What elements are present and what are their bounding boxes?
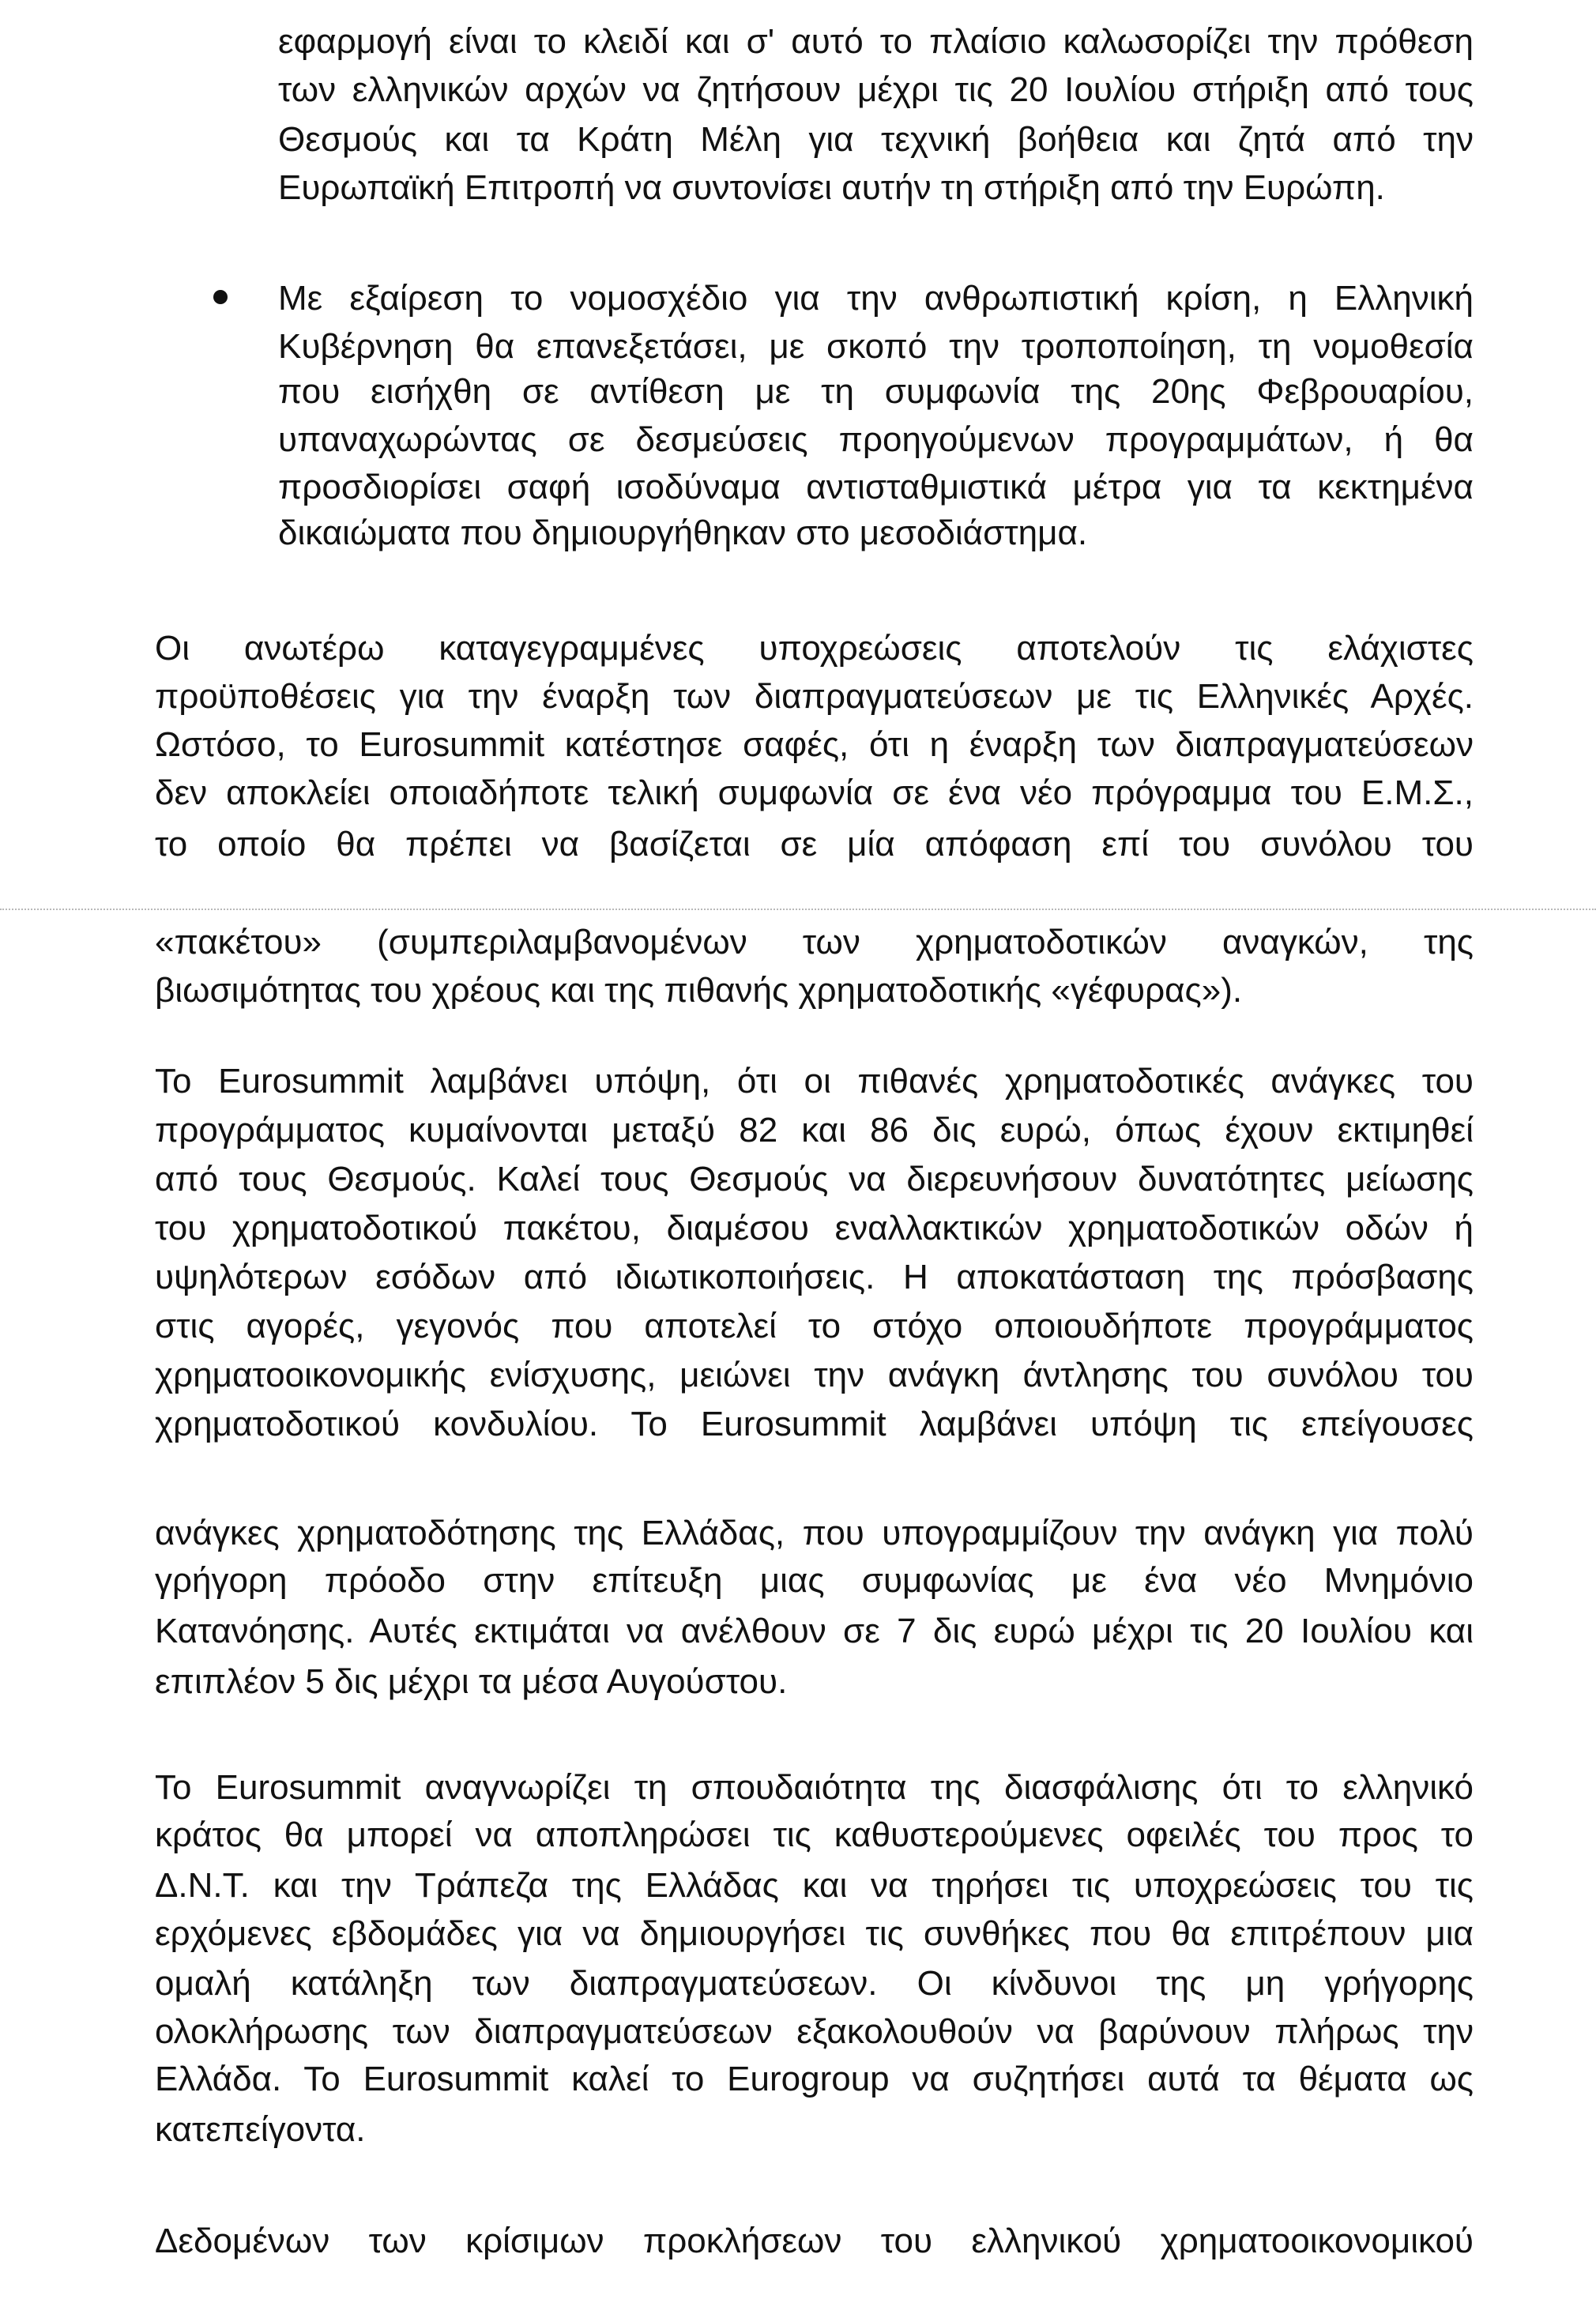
- text-line: Θεσμούς και τα Κράτη Μέλη για τεχνική βοήθεια και ζητά από την: [278, 120, 1474, 159]
- text-line: Με εξαίρεση το νομοσχέδιο για την ανθρωπιστική κρίση, η Ελληνική: [278, 279, 1474, 318]
- text-line: «πακέτου» (συμπεριλαμβανομένων των χρηματοδοτικών αναγκών, της: [155, 923, 1474, 961]
- text-line: που εισήχθη σε αντίθεση με τη συμφωνία της 20ης Φεβρουαρίου,: [278, 372, 1474, 411]
- text-line: προγράμματος κυμαίνονται μεταξύ 82 και 86 δις ευρώ, όπως έχουν εκτιμηθεί: [155, 1111, 1474, 1149]
- text-line: Δ.Ν.Τ. και την Τράπεζα της Ελλάδας και να τηρήσει τις υποχρεώσεις του τις: [155, 1866, 1474, 1905]
- text-line: ομαλή κατάληξη των διαπραγματεύσεων. Οι κίνδυνοι της μη γρήγορης: [155, 1964, 1474, 2003]
- scan-artifact-line: [0, 909, 1596, 910]
- text-line: το οποίο θα πρέπει να βασίζεται σε μία απόφαση επί του συνόλου του: [155, 825, 1474, 864]
- text-line: Ωστόσο, το Eurosummit κατέστησε σαφές, ότι η έναρξη των διαπραγματεύσεων: [155, 725, 1474, 764]
- text-line: προσδιορίσει σαφή ισοδύναμα αντισταθμιστικά μέτρα για τα κεκτημένα: [278, 468, 1474, 506]
- text-line: χρηματοδοτικού κονδυλίου. Το Eurosummit λαμβάνει υπόψη τις επείγουσες: [155, 1405, 1474, 1443]
- text-line: προϋποθέσεις για την έναρξη των διαπραγματεύσεων με τις Ελληνικές Αρχές.: [155, 677, 1474, 716]
- text-line: Κατανόησης. Αυτές εκτιμάται να ανέλθουν σε 7 δις ευρώ μέχρι τις 20 Ιουλίου και: [155, 1612, 1474, 1650]
- text-line: Το Eurosummit αναγνωρίζει τη σπουδαιότητα της διασφάλισης ότι το ελληνικό: [155, 1768, 1474, 1807]
- text-line: ερχόμενες εβδομάδες για να δημιουργήσει τις συνθήκες που θα επιτρέπουν μια: [155, 1914, 1474, 1953]
- text-line: Ελλάδα. Το Eurosummit καλεί το Eurogroup να συζητήσει αυτά τα θέματα ως: [155, 2060, 1474, 2098]
- text-line: εφαρμογή είναι το κλειδί και σ' αυτό το πλαίσιο καλωσορίζει την πρόθεση: [278, 22, 1474, 61]
- text-line: Το Eurosummit λαμβάνει υπόψη, ότι οι πιθανές χρηματοδοτικές ανάγκες του: [155, 1062, 1474, 1101]
- text-line: Ευρωπαϊκή Επιτροπή να συντονίσει αυτήν τη στήριξη από την Ευρώπη.: [278, 168, 1385, 207]
- text-line: Κυβέρνηση θα επανεξετάσει, με σκοπό την τροποποίηση, τη νομοθεσία: [278, 327, 1474, 366]
- bullet-icon: [213, 290, 228, 304]
- text-line: από τους Θεσμούς. Καλεί τους Θεσμούς να διερευνήσουν δυνατότητες μείωσης: [155, 1160, 1474, 1198]
- text-line: επιπλέον 5 δις μέχρι τα μέσα Αυγούστου.: [155, 1662, 788, 1701]
- text-line: ανάγκες χρηματοδότησης της Ελλάδας, που υπογραμμίζουν την ανάγκη για πολύ: [155, 1514, 1474, 1552]
- text-line: βιωσιμότητας του χρέους και της πιθανής χρηματοδοτικής «γέφυρας»).: [155, 971, 1243, 1010]
- text-line: του χρηματοδοτικού πακέτου, διαμέσου εναλλακτικών χρηματοδοτικών οδών ή: [155, 1209, 1474, 1247]
- text-line: κατεπείγοντα.: [155, 2110, 366, 2149]
- text-line: στις αγορές, γεγονός που αποτελεί το στόχο οποιουδήποτε προγράμματος: [155, 1307, 1474, 1345]
- text-line: Οι ανωτέρω καταγεγραμμένες υποχρεώσεις αποτελούν τις ελάχιστες: [155, 629, 1474, 668]
- text-line: κράτος θα μπορεί να αποπληρώσει τις καθυστερούμενες οφειλές του προς το: [155, 1815, 1474, 1854]
- text-line: δικαιώματα που δημιουργήθηκαν στο μεσοδιάστημα.: [278, 514, 1088, 552]
- text-line: γρήγορη πρόοδο στην επίτευξη μιας συμφωνίας με ένα νέο Μνημόνιο: [155, 1561, 1474, 1600]
- text-line: υψηλότερων εσόδων από ιδιωτικοποιήσεις. Η αποκατάσταση της πρόσβασης: [155, 1258, 1474, 1296]
- text-line: υπαναχωρώντας σε δεσμεύσεις προηγούμενων προγραμμάτων, ή θα: [278, 420, 1474, 459]
- text-line: δεν αποκλείει οποιαδήποτε τελική συμφωνία σε ένα νέο πρόγραμμα του Ε.Μ.Σ.,: [155, 773, 1474, 812]
- text-line: Δεδομένων των κρίσιμων προκλήσεων του ελληνικού χρηματοοικονομικού: [155, 2222, 1474, 2260]
- text-line: χρηματοοικονομικής ενίσχυσης, μειώνει την ανάγκη άντλησης του συνόλου του: [155, 1356, 1474, 1394]
- text-line: των ελληνικών αρχών να ζητήσουν μέχρι τις 20 Ιουλίου στήριξη από τους: [278, 70, 1474, 109]
- text-line: ολοκλήρωσης των διαπραγματεύσεων εξακολουθούν να βαρύνουν πλήρως την: [155, 2012, 1474, 2051]
